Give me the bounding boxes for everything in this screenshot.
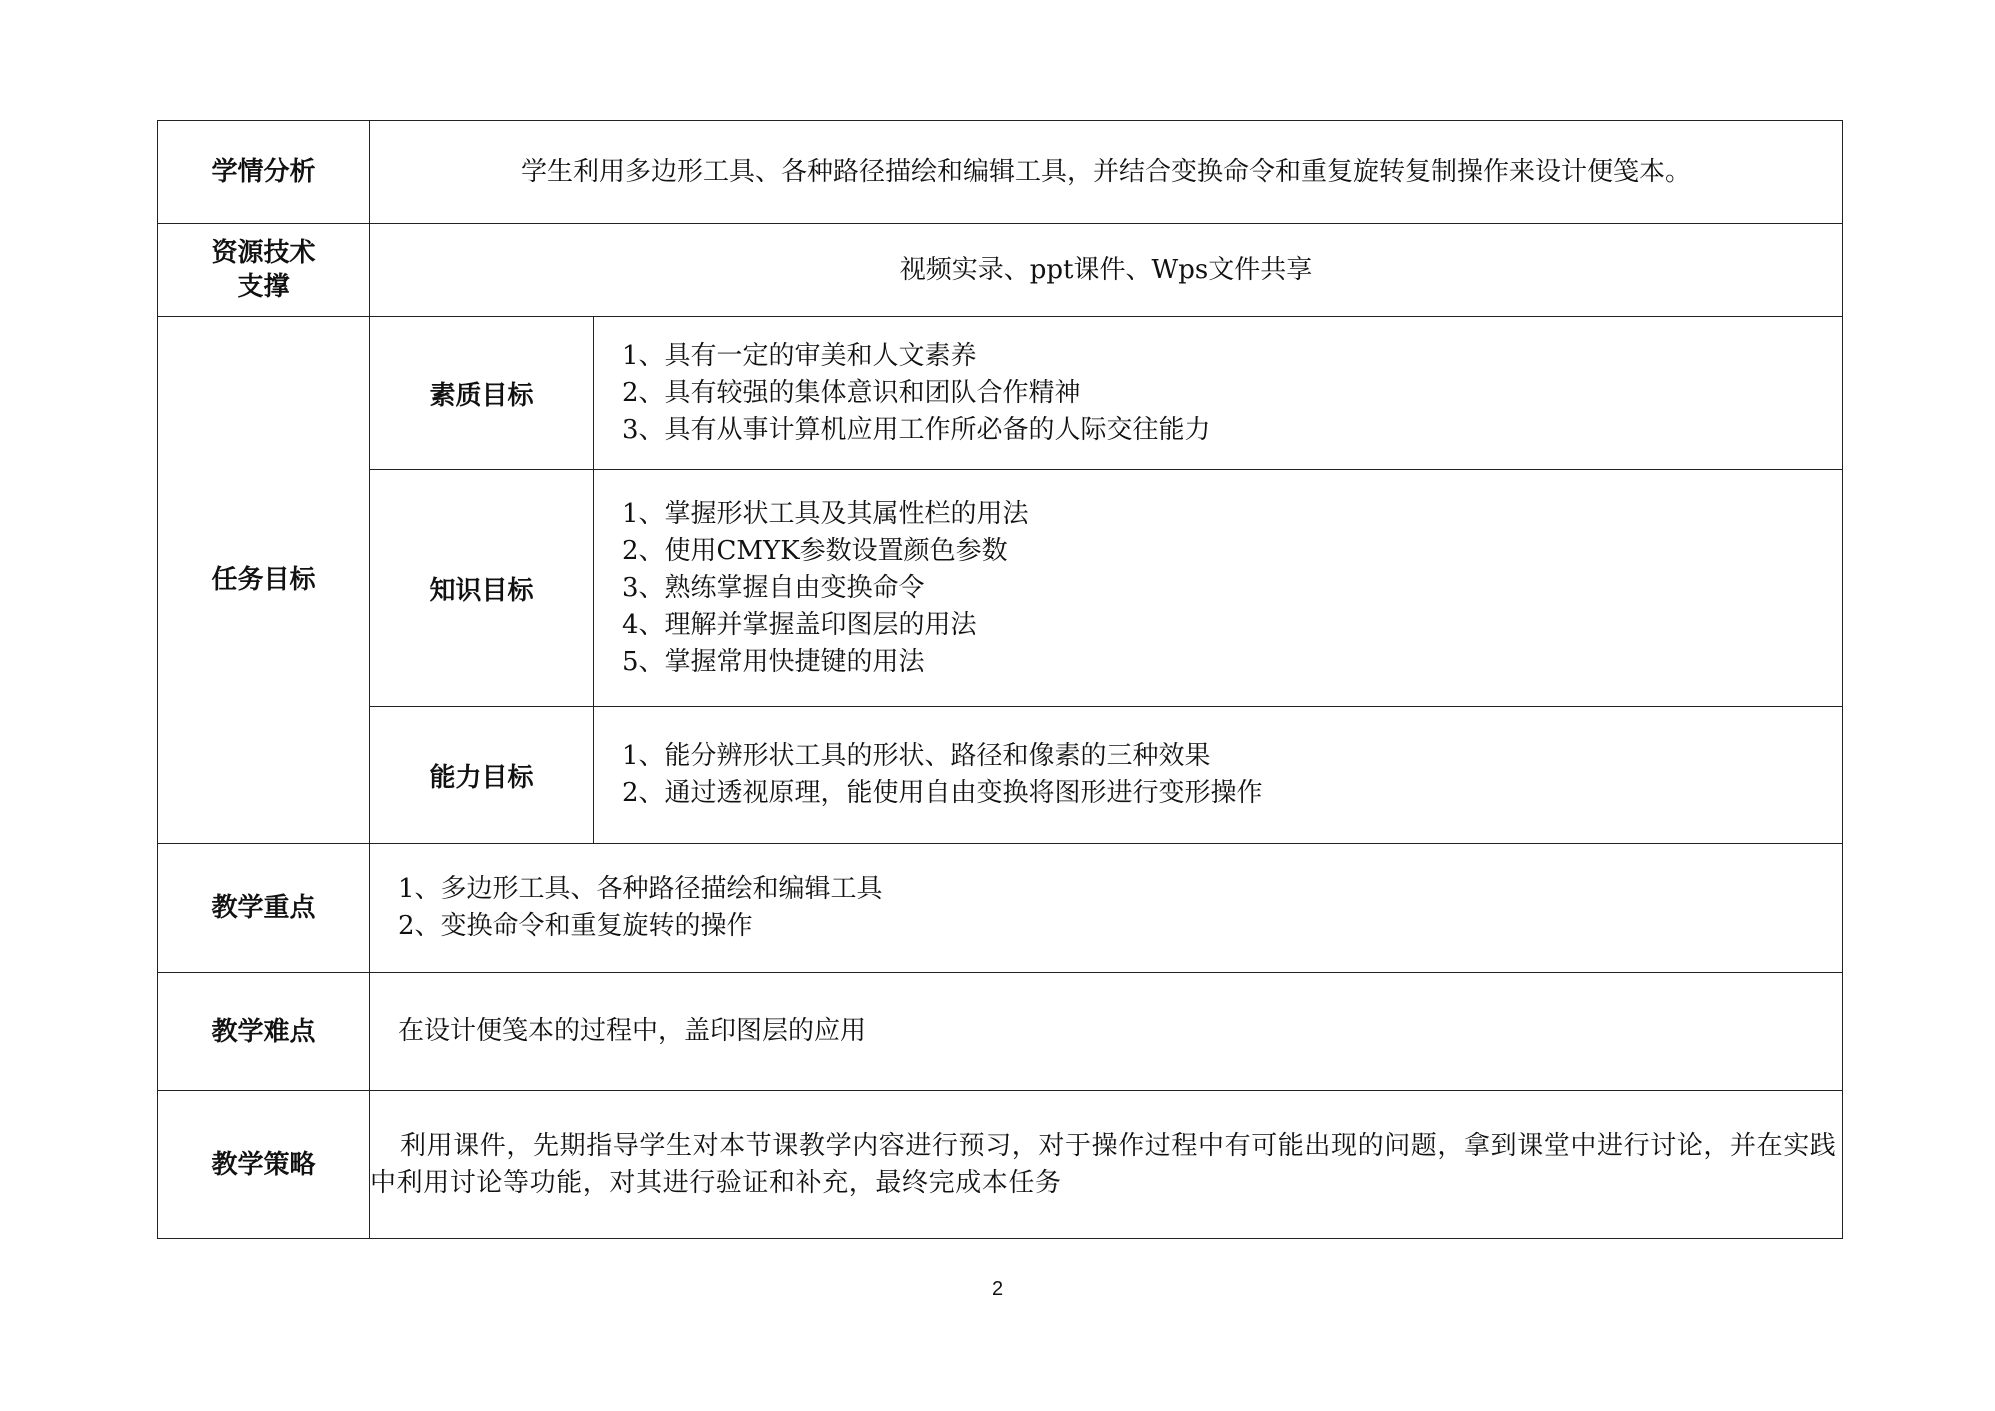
label-student-analysis: 学情分析 — [158, 121, 370, 224]
lesson-plan-table — [157, 120, 1843, 1239]
row-goal-knowledge — [158, 470, 1843, 707]
row-key-points — [158, 844, 1843, 973]
label-key-points: 教学重点 — [158, 844, 370, 973]
row-student-analysis — [158, 121, 1843, 224]
student-analysis-text: 学生利用多边形工具、各种路径描绘和编辑工具，并结合变换命令和重复旋转复制操作来设计便笺本。 — [370, 121, 1843, 224]
label-ability-goal: 能力目标 — [370, 707, 594, 844]
strategy-text: 利用课件，先期指导学生对本节课教学内容进行预习，对于操作过程中有可能出现的问题，拿到课堂中进行讨论，并在实践中利用讨论等功能，对其进行验证和补充，最终完成本任务 — [370, 1091, 1843, 1239]
label-resources-line2: 支撑 — [237, 272, 290, 302]
row-goal-ability — [158, 707, 1843, 844]
quality-goal-list — [594, 317, 1843, 470]
knowledge-goal-item: 4、理解并掌握盖印图层的用法 — [622, 609, 977, 640]
ability-goal-item: 2、通过透视原理，能使用自由变换将图形进行变形操作 — [622, 778, 1263, 808]
knowledge-goal-item: 2、使用CMYK参数设置颜色参数 — [622, 535, 1008, 566]
page-number: 2 — [991, 1278, 1004, 1300]
knowledge-goal-list — [594, 470, 1843, 707]
label-difficulties: 教学难点 — [158, 973, 370, 1091]
label-knowledge-goal: 知识目标 — [370, 470, 594, 707]
key-points-list — [370, 844, 1843, 973]
knowledge-goal-item: 5、掌握常用快捷键的用法 — [622, 646, 925, 677]
knowledge-goal-item: 3、熟练掌握自由变换命令 — [622, 572, 925, 603]
row-strategy — [158, 1091, 1843, 1239]
key-point-item: 2、变换命令和重复旋转的操作 — [398, 911, 753, 941]
label-strategy: 教学策略 — [158, 1091, 370, 1239]
row-goal-quality — [158, 317, 1843, 470]
row-resources — [158, 224, 1843, 317]
resources-text: 视频实录、ppt课件、Wps文件共享 — [370, 224, 1843, 317]
ability-goal-list — [594, 707, 1843, 844]
label-resources-line1: 资源技术 — [211, 238, 316, 268]
label-quality-goal: 素质目标 — [370, 317, 594, 470]
key-point-item: 1、多边形工具、各种路径描绘和编辑工具 — [398, 874, 883, 904]
difficulties-text: 在设计便笺本的过程中，盖印图层的应用 — [370, 973, 1843, 1091]
quality-goal-item: 2、具有较强的集体意识和团队合作精神 — [622, 377, 1081, 408]
label-task-goals: 任务目标 — [158, 317, 370, 844]
quality-goal-item: 3、具有从事计算机应用工作所必备的人际交往能力 — [622, 414, 1211, 445]
quality-goal-item: 1、具有一定的审美和人文素养 — [622, 340, 977, 371]
row-difficulties — [158, 973, 1843, 1091]
knowledge-goal-item: 1、掌握形状工具及其属性栏的用法 — [622, 498, 1029, 529]
label-resources — [158, 224, 370, 317]
ability-goal-item: 1、能分辨形状工具的形状、路径和像素的三种效果 — [622, 741, 1211, 771]
